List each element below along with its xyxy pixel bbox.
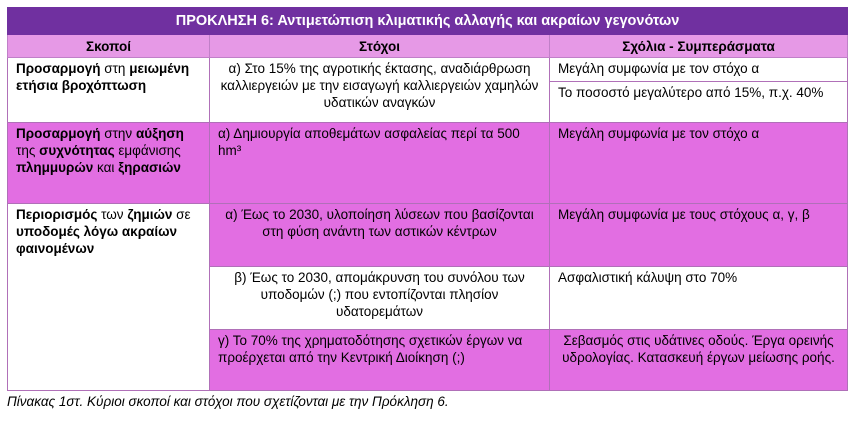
- comment-cell: Μεγάλη συμφωνία με τους στόχους α, γ, β: [550, 204, 848, 267]
- target-cell: β) Έως το 2030, απομάκρυνση του συνόλου των υποδομών (;) που εντοπίζονται πλησίον υδατορεμάτων: [210, 267, 550, 330]
- target-cell: γ) Το 70% της χρηματοδότησης σχετικών έργων να προέρχεται από την Κεντρική Διοίκηση (;): [210, 330, 550, 391]
- aim-text: ξηρασιών: [118, 160, 181, 175]
- table-row: [8, 58, 848, 82]
- table-row: [8, 123, 848, 204]
- aim-cell: [8, 123, 210, 204]
- target-cell: α) Έως το 2030, υλοποίηση λύσεων που βασίζονται στη φύση ανάντη των αστικών κέντρων: [210, 204, 550, 267]
- aim-text: σε: [172, 207, 191, 222]
- aim-cell: [8, 204, 210, 391]
- header-targets: Στόχοι: [210, 35, 550, 58]
- table-caption: Πίνακας 1στ. Κύριοι σκοποί και στόχοι που σχετίζονται με την Πρόκληση 6.: [7, 394, 449, 409]
- aim-cell: [8, 58, 210, 123]
- aim-text: Περιορισμός: [16, 207, 98, 222]
- table-title: ΠΡΟΚΛΗΣΗ 6: Αντιμετώπιση κλιματικής αλλαγής και ακραίων γεγονότων: [8, 8, 848, 35]
- aim-text: στην: [100, 126, 136, 141]
- aim-text: Προσαρμογή: [16, 126, 101, 141]
- comment-cell: Το ποσοστό μεγαλύτερο από 15%, π.χ. 40%: [550, 82, 848, 123]
- aim-text: αύξηση: [135, 126, 184, 141]
- comment-cell: Ασφαλιστική κάλυψη στο 70%: [550, 267, 848, 330]
- aim-text: στη: [100, 61, 130, 76]
- aim-text: Προσαρμογή: [16, 61, 101, 76]
- aim-text: πλημμυρών: [16, 160, 94, 175]
- comment-cell: Μεγάλη συμφωνία με τον στόχο α: [550, 58, 848, 82]
- target-cell: α) Στο 15% της αγροτικής έκτασης, αναδιάρθρωση καλλιεργειών με την εισαγωγή καλλιεργειών χαμηλών υδατικών αναγκών: [210, 58, 550, 123]
- table-row: [8, 204, 848, 267]
- challenge-table: [7, 7, 848, 391]
- header-aims: Σκοποί: [8, 35, 210, 58]
- comment-cell: Σεβασμός στις υδάτινες οδούς. Έργα ορεινής υδρολογίας. Κατασκευή έργων μείωσης ροής.: [550, 330, 848, 391]
- header-comments: Σχόλια - Συμπεράσματα: [550, 35, 848, 58]
- comment-cell: Μεγάλη συμφωνία με τον στόχο α: [550, 123, 848, 204]
- aim-text: και: [93, 160, 119, 175]
- aim-text: υποδομές λόγω ακραίων φαινομένων: [16, 224, 178, 256]
- aim-text: εμφάνισης: [114, 143, 181, 158]
- aim-text: της: [16, 143, 40, 158]
- table-title-row: [8, 8, 848, 35]
- aim-text: μειωμένη ετήσια βροχόπτωση: [16, 61, 190, 93]
- aim-text: συχνότητας: [39, 143, 115, 158]
- aim-text: των: [97, 207, 128, 222]
- aim-text: ζημιών: [127, 207, 173, 222]
- target-cell: α) Δημιουργία αποθεμάτων ασφαλείας περί τα 500 hm³: [210, 123, 550, 204]
- table-container: [7, 7, 847, 409]
- table-header-row: [8, 35, 848, 58]
